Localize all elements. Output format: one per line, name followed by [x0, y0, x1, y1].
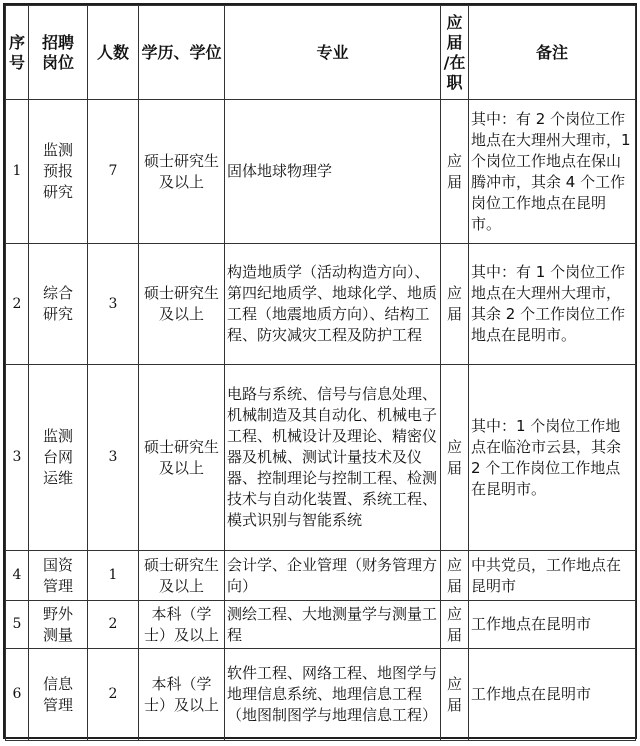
post-line: 台网: [42, 448, 73, 466]
post-line: 管理: [42, 576, 73, 595]
header-post-line1: 招聘: [41, 32, 74, 52]
row-remark: 其中：有 2 个岗位工作地点在大理州大理市，1 个岗位工作地点在保山腾冲市，其余 4 个工作岗位工作地点在昆明市。: [469, 100, 636, 244]
row-major: 软件工程、网络工程、地图学与地理信息系统、地理信息工程（地图制图学与地理信息工程）: [225, 649, 441, 741]
table-row: [6, 551, 636, 601]
status-line: 应: [446, 284, 462, 302]
row-index: 6: [6, 649, 29, 741]
table-row: [6, 601, 636, 649]
table-row: [6, 244, 636, 365]
status-line: 届: [446, 625, 462, 644]
header-row: [6, 6, 636, 100]
row-post: [29, 551, 88, 601]
header-post: [29, 6, 88, 100]
row-count: 2: [88, 649, 139, 741]
row-degree: 本科（学士）及以上: [139, 649, 225, 741]
header-status-line2: 届: [446, 32, 463, 52]
row-count: 3: [88, 244, 139, 365]
header-status-line1: 应: [446, 12, 463, 32]
post-line: 监测: [42, 141, 73, 159]
row-status: [441, 365, 469, 551]
row-count: 2: [88, 601, 139, 649]
row-degree: 硕士研究生及以上: [139, 365, 225, 551]
post-line: 预报: [42, 162, 73, 180]
status-line: 届: [446, 305, 462, 323]
row-count: 7: [88, 100, 139, 244]
post-line: 国资: [42, 555, 73, 574]
row-index: 2: [6, 244, 29, 365]
row-major: 电路与系统、信号与信息处理、机械制造及其自动化、机械电子工程、机械设计及理论、精密仪器及机械、测试计量技术及仪器、控制理论与控制工程、检测技术与自动化装置、系统工程、模式识别与智能系统: [225, 365, 441, 551]
row-remark: 其中：有 1 个岗位工作地点在大理州大理市，其余 2 个工作岗位工作地点在昆明市。: [469, 244, 636, 365]
row-count: 1: [88, 551, 139, 601]
header-post-line2: 岗位: [41, 52, 74, 72]
row-post: [29, 244, 88, 365]
post-line: 研究: [42, 183, 73, 201]
status-line: 应: [446, 437, 462, 456]
row-index: 4: [6, 551, 29, 601]
header-major: 专业: [225, 6, 441, 100]
post-line: 综合: [42, 284, 73, 302]
status-line: 届: [446, 576, 462, 595]
status-line: 应: [446, 555, 462, 574]
status-line: 届: [446, 458, 462, 477]
row-status: [441, 649, 469, 741]
table-row: [6, 365, 636, 551]
row-status: [441, 244, 469, 365]
row-index: 1: [6, 100, 29, 244]
post-line: 管理: [42, 695, 73, 714]
status-line: 应: [446, 151, 462, 170]
table-row: [6, 649, 636, 741]
row-remark: 工作地点在昆明市: [469, 601, 636, 649]
header-index: [6, 6, 29, 100]
row-degree: 硕士研究生及以上: [139, 244, 225, 365]
header-remark: 备注: [469, 6, 636, 100]
row-remark: 工作地点在昆明市: [469, 649, 636, 741]
row-status: [441, 601, 469, 649]
header-status-line4: 职: [446, 72, 463, 92]
row-major: 测绘工程、大地测量学与测量工程: [225, 601, 441, 649]
row-major: 固体地球物理学: [225, 100, 441, 244]
row-remark: 其中：1 个岗位工作地点在临沧市云县，其余 2 个工作岗位工作地点在昆明市。: [469, 365, 636, 551]
post-line: 监测: [42, 427, 73, 445]
row-status: [441, 551, 469, 601]
row-degree: 本科（学士）及以上: [139, 601, 225, 649]
status-line: 应: [446, 604, 462, 623]
row-index: 3: [6, 365, 29, 551]
post-line: 信息: [42, 674, 73, 693]
post-line: 测量: [42, 625, 73, 644]
header-index-line2: 号: [8, 52, 25, 72]
row-status: [441, 100, 469, 244]
row-index: 5: [6, 601, 29, 649]
header-index-line1: 序: [8, 32, 25, 52]
row-major: 会计学、企业管理（财务管理方向）: [225, 551, 441, 601]
row-post: [29, 649, 88, 741]
header-count: 人数: [88, 6, 139, 100]
table-row: [6, 100, 636, 244]
status-line: 届: [446, 172, 462, 191]
row-degree: 硕士研究生及以上: [139, 100, 225, 244]
row-remark: 中共党员，工作地点在昆明市: [469, 551, 636, 601]
status-line: 应: [446, 674, 462, 693]
status-line: 届: [446, 695, 462, 714]
post-line: 野外: [42, 604, 73, 623]
row-degree: 硕士研究生及以上: [139, 551, 225, 601]
header-status-line3: /在: [443, 52, 466, 72]
row-post: [29, 601, 88, 649]
row-post: [29, 100, 88, 244]
row-count: 3: [88, 365, 139, 551]
recruitment-table: [5, 5, 636, 741]
post-line: 研究: [42, 305, 73, 323]
recruitment-table-frame: [3, 3, 637, 739]
header-degree: 学历、学位: [139, 6, 225, 100]
header-status: [441, 6, 469, 100]
row-major: 构造地质学（活动构造方向）、第四纪地质学、地球化学、地质工程（地震地质方向）、结构工程、防灾减灾工程及防护工程: [225, 244, 441, 365]
post-line: 运维: [42, 469, 73, 487]
row-post: [29, 365, 88, 551]
